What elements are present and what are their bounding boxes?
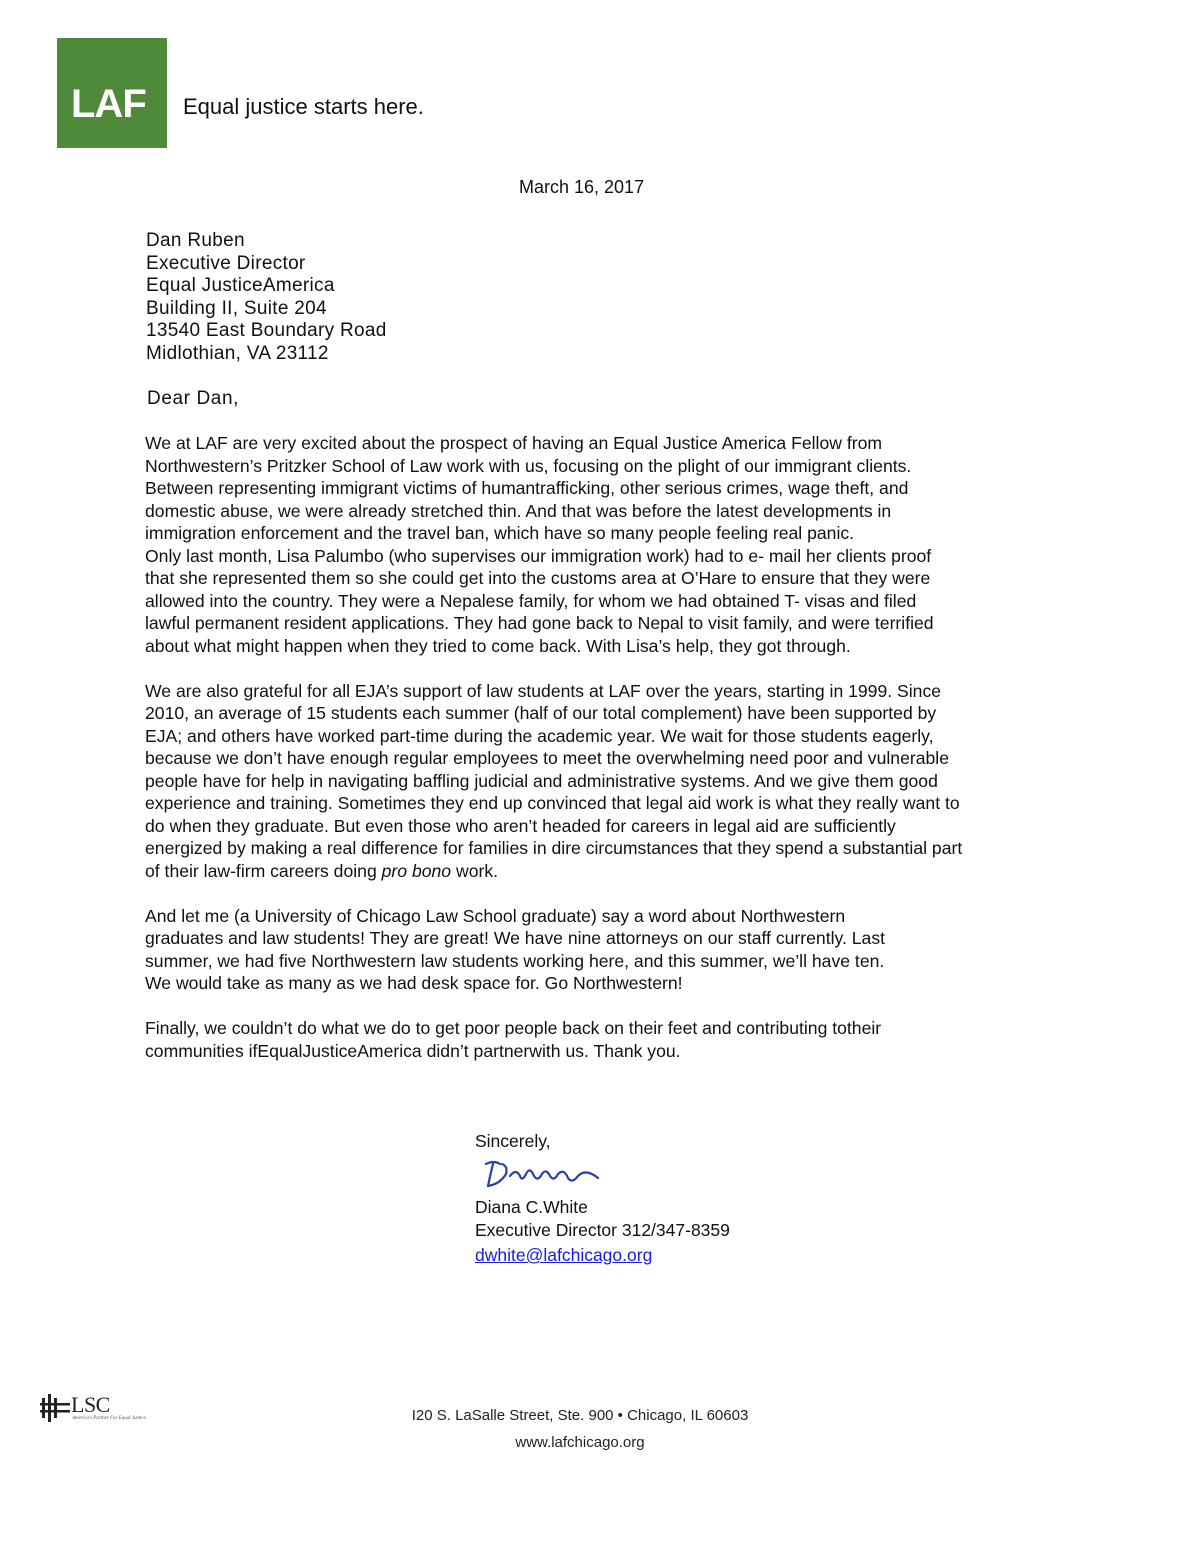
- body-line: graduates and law students! They are great! We have nine attorneys on our staff currently. Last: [145, 928, 886, 948]
- body-line: 2010, an average of 15 students each summer (half of our total complement) have been supported by: [145, 703, 937, 723]
- handwritten-signature: [480, 1154, 610, 1194]
- body-line: We would take as many as we had desk space for. Go Northwestern!: [145, 973, 683, 993]
- footer-website: www.lafchicago.org: [515, 1434, 645, 1451]
- body-line: do when they graduate. But even those who aren’t headed for careers in legal aid are sufficiently: [145, 815, 896, 836]
- body-line: of their law-firm careers doing: [145, 860, 382, 881]
- signer-email-link[interactable]: dwhite@lafchicago.org: [475, 1245, 653, 1265]
- body-line: energized by making a real difference for families in dire circumstances that they spend a substantial part: [145, 838, 963, 858]
- body-line: lawful permanent resident applications. They had gone back to Nepal to visit family, and were terrified: [145, 613, 934, 633]
- recipient-title: Executive Director: [146, 252, 306, 274]
- laf-logo: [57, 38, 167, 148]
- tagline: Equal justice starts here.: [183, 94, 424, 119]
- lsc-text: LSC: [71, 1392, 110, 1417]
- body-line: Finally, we couldn’t do what we do to get poor people back on their feet and contributing totheir: [145, 1018, 882, 1038]
- body-line: domestic abuse, we were already stretched thin. And that was before the latest developments in: [145, 500, 892, 521]
- signer-name: Diana C.White: [475, 1197, 588, 1217]
- letter-body: [145, 432, 1080, 1085]
- body-line: that she represented them so she could get into the customs area at O’Hare to ensure that they were: [145, 568, 931, 588]
- body-line: Only last month, Lisa Palumbo (who supervises our immigration work) had to e- mail her clients proof: [145, 545, 932, 566]
- body-line: We at LAF are very excited about the prospect of having an Equal Justice America Fellow from: [145, 433, 883, 453]
- recipient-city: Midlothian, VA 23112: [146, 342, 329, 364]
- body-line: And let me (a University of Chicago Law School graduate) say a word about Northwestern: [145, 905, 846, 926]
- letter-date: March 16, 2017: [519, 177, 645, 197]
- body-line: because we don’t have enough regular employees to meet the overwhelming need poor and vulnerable: [145, 748, 949, 768]
- body-line: about what might happen when they tried to come back. With Lisa’s help, they got through.: [145, 635, 851, 656]
- lsc-tagline: America's Partner For Equal Justice: [72, 1416, 146, 1421]
- body-line: We are also grateful for all EJA’s support of law students at LAF over the years, starting in 1999. Since: [145, 680, 942, 701]
- body-line: work.: [451, 860, 499, 881]
- footer-address: I20 S. LaSalle Street, Ste. 900 • Chicago, IL 60603: [411, 1407, 749, 1424]
- salutation: Dear Dan,: [147, 388, 239, 409]
- paragraph-3: [145, 905, 1080, 995]
- body-line: experience and training. Sometimes they end up convinced that legal aid work is what they really want to: [145, 793, 960, 813]
- paragraph-2: [145, 680, 1080, 883]
- closing: Sincerely,: [475, 1131, 551, 1151]
- recipient-address: [146, 230, 387, 366]
- logo-text: LAF: [71, 82, 146, 126]
- body-line: Between representing immigrant victims of humantrafficking, other serious crimes, wage theft, and: [145, 478, 909, 498]
- body-line: EJA; and others have worked part-time during the academic year. We wait for those students eagerly,: [145, 725, 934, 746]
- italic-phrase: pro bono: [381, 860, 452, 881]
- recipient-organization: Equal JusticeAmerica: [146, 275, 335, 297]
- signer-block: [475, 1196, 730, 1242]
- body-line: communities ifEqualJusticeAmerica didn’t partnerwith us. Thank you.: [145, 1040, 681, 1061]
- body-line: people have for help in navigating baffling judicial and administrative systems. And we give them good: [145, 770, 938, 791]
- recipient-street: 13540 East Boundary Road: [146, 320, 387, 342]
- body-line: summer, we had five Northwestern law students working here, and this summer, we’ll have ten.: [145, 950, 885, 971]
- paragraph-4: [145, 1017, 1080, 1062]
- body-line: immigration enforcement and the travel ban, which have so many people feeling real panic.: [145, 523, 855, 543]
- paragraph-1: [145, 432, 1080, 657]
- recipient-building: Building II, Suite 204: [146, 297, 327, 319]
- body-line: allowed into the country. They were a Nepalese family, for whom we had obtained T- visas and filed: [145, 590, 917, 611]
- signer-title-phone: Executive Director 312/347-8359: [475, 1220, 730, 1240]
- recipient-name: Dan Ruben: [146, 230, 245, 251]
- body-line: Northwestern’s Pritzker School of Law work with us, focusing on the plight of our immigrant clients.: [145, 455, 912, 476]
